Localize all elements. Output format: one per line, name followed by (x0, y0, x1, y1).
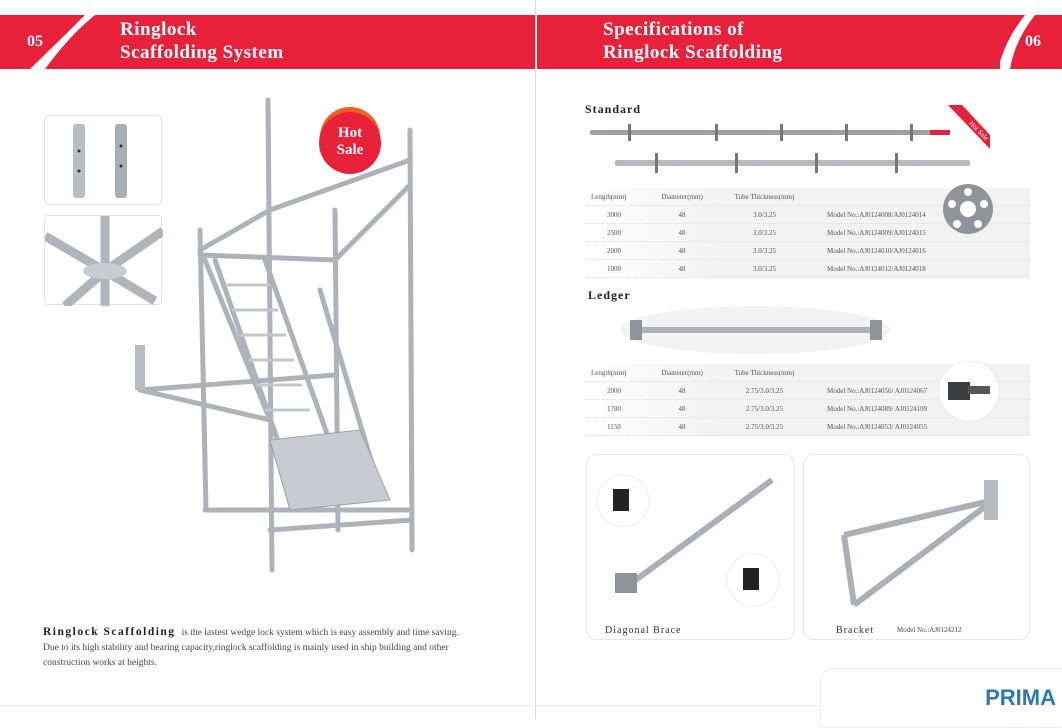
cell-model: Model No.:AJ0124089/ AJ0124109 (827, 404, 928, 413)
cell-thickness: 3.0/3.25 (753, 228, 776, 237)
cell-diameter: 48 (678, 422, 686, 431)
cell-length: 2000 (607, 386, 621, 395)
description-text: is the lastest wedge lock system which is easy assembly and time saving. Due to its high stability and bearing capacity,ringlock scaffolding is mainly used in ship building and other construction works at heights. (43, 628, 459, 668)
cell-diameter: 48 (678, 228, 686, 237)
standard-tubes-image (590, 120, 990, 180)
page-fold (535, 0, 536, 719)
diagonal-brace-label: Diagonal Brace (605, 625, 682, 636)
page-title-line1: Ringlock (120, 19, 197, 40)
page-title-line2: Ringlock Scaffolding (603, 42, 783, 63)
diagonal-brace-card (586, 454, 795, 640)
cell-diameter: 48 (678, 404, 686, 413)
cell-thickness: 2.75/3.0/3.25 (745, 386, 784, 395)
section-ledger-label: Ledger (588, 288, 631, 302)
cell-length: 1780 (607, 404, 621, 413)
ribbon-text: Hot Sale (967, 119, 990, 143)
brand-logo: PRIMA (985, 685, 1056, 710)
banner-slit (0, 15, 110, 69)
table-row (585, 242, 1030, 260)
rosette-disc-image (938, 182, 998, 237)
bracket-model: Model No.:AJ0124212 (897, 626, 962, 634)
header-thickness: Tube Thickness(mm) (734, 192, 795, 201)
cell-length: 2500 (607, 228, 621, 237)
cell-thickness: 3.0/3.25 (753, 210, 776, 219)
header-length: Length(mm) (591, 192, 627, 201)
cell-model: Model No.:AJ0124056/ AJ0124067 (827, 386, 928, 395)
section-standard-label: Standard (585, 102, 642, 116)
cell-length: 1150 (607, 422, 621, 431)
cell-length: 2000 (607, 246, 621, 255)
cell-model: Model No.:AJ0124009/AJ0124015 (827, 228, 926, 237)
cell-model: Model No.:AJ0124010/AJ0124016 (827, 246, 926, 255)
ledger-tube-image (620, 305, 890, 355)
cell-diameter: 48 (678, 386, 686, 395)
cell-model: Model No.:AJ0124012/AJ0124018 (827, 264, 926, 273)
badge-line1: Hot (337, 125, 363, 141)
cell-thickness: 3.0/3.25 (753, 264, 776, 273)
cell-thickness: 3.0/3.25 (753, 246, 776, 255)
bracket-label: Bracket (836, 625, 875, 636)
page-number: 05 (27, 33, 43, 50)
cell-thickness: 2.75/3.0/3.25 (745, 422, 784, 431)
header-length: Length(mm) (591, 368, 627, 377)
header-thickness: Tube Thickness(mm) (734, 368, 795, 377)
table-row (585, 260, 1030, 278)
ledger-head-image (938, 360, 1000, 422)
header-diameter: Diameter(mm) (661, 368, 703, 377)
cell-diameter: 48 (678, 264, 686, 273)
cell-length: 3000 (607, 210, 621, 219)
cell-model: Model No.:AJ0124008/AJ0124014 (827, 210, 926, 219)
cell-thickness: 2.75/3.0/3.25 (745, 404, 784, 413)
bracket-image (804, 455, 1031, 615)
bracket-card (803, 454, 1030, 640)
description-lead: Ringlock Scaffolding (43, 626, 176, 638)
hot-sale-badge (319, 112, 381, 174)
page-number: 06 (1025, 33, 1041, 50)
diagonal-brace-image (587, 455, 796, 615)
page-title-line1: Specifications of (603, 19, 744, 40)
footer-line (0, 705, 820, 706)
page-title-line2: Scaffolding System (120, 42, 284, 63)
cell-diameter: 48 (678, 246, 686, 255)
product-description (43, 625, 463, 671)
header-diameter: Diameter(mm) (661, 192, 703, 201)
badge-line2: Sale (336, 142, 364, 158)
cell-diameter: 48 (678, 210, 686, 219)
cell-model: Model No.:AJ0124053/ AJ0124055 (827, 422, 928, 431)
cell-length: 1000 (607, 264, 621, 273)
hot-sale-ribbon (948, 105, 990, 149)
scaffold-tower-image (120, 90, 440, 580)
